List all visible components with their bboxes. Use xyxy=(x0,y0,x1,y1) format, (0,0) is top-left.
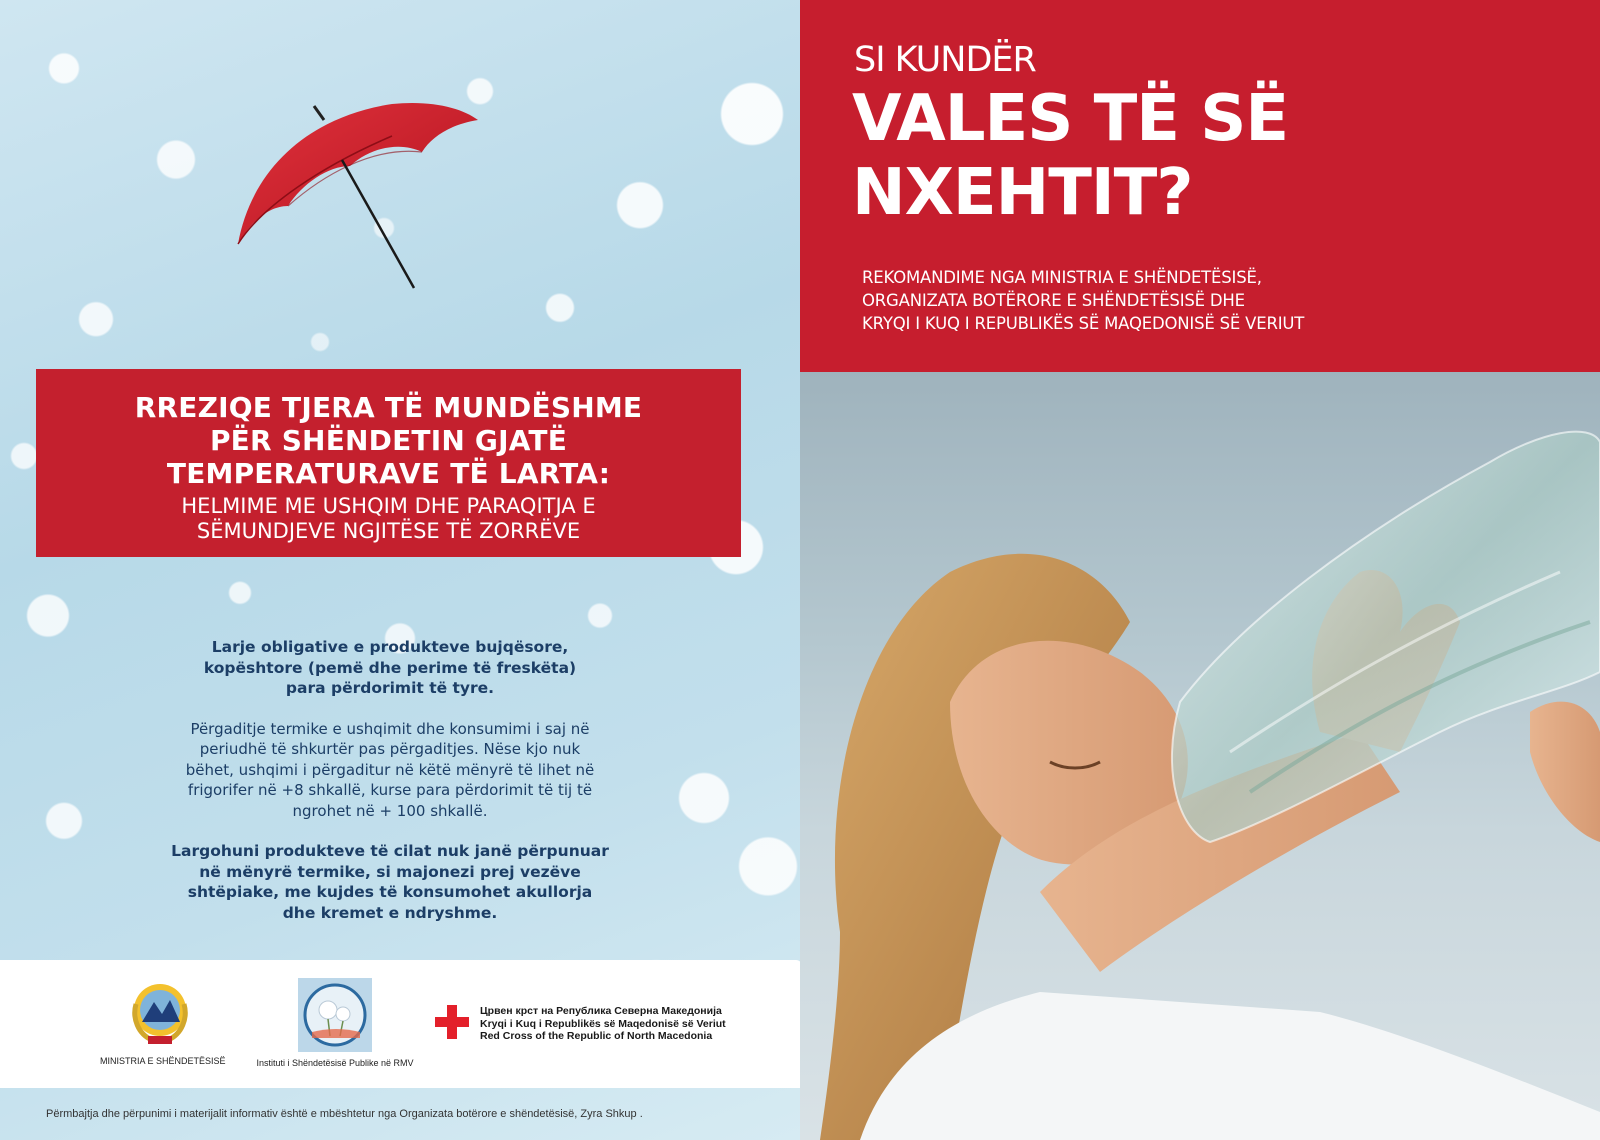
advice-line: shtëpiake, me kujdes të konsumohet akullorja xyxy=(187,883,593,901)
advice-line: Larje obligative e produkteve bujqësore, xyxy=(211,638,569,656)
institute-logo xyxy=(250,978,420,1068)
advice-line: dhe kremet e ndryshme. xyxy=(282,903,498,922)
advice-text xyxy=(150,637,630,923)
info-banner xyxy=(36,369,741,557)
redcross-name-line: Црвен крст на Република Северна Македонија xyxy=(480,1005,722,1017)
headline-line: VALES TË SË xyxy=(852,82,1289,156)
headline-line: NXEHTIT? xyxy=(852,156,1193,230)
cover-kicker: SI KUNDËR xyxy=(854,40,1036,80)
advice-paragraph-2 xyxy=(150,719,630,822)
photo-illustration xyxy=(800,372,1600,1140)
subtitle-line: ORGANIZATA BOTËRORE E SHËNDETËSISË DHE xyxy=(862,291,1245,310)
advice-paragraph-3 xyxy=(150,841,630,923)
subtitle-line: REKOMANDIME NGA MINISTRIA E SHËNDETËSISË, xyxy=(862,268,1262,287)
ministry-coat-of-arms-icon xyxy=(122,974,198,1050)
ministry-caption: MINISTRIA E SHËNDETËSISË xyxy=(100,1056,226,1066)
redcross-name xyxy=(480,1005,726,1043)
banner-title-line: PËR SHËNDETIN GJATË xyxy=(209,424,568,457)
child-drinking-water-photo xyxy=(800,372,1600,1140)
banner-title-line: RREZIQE TJERA TË MUNDËSHME xyxy=(134,391,643,424)
banner-subtitle-line: SËMUNDJEVE NGJITËSE TË ZORRËVE xyxy=(196,519,581,543)
logos-strip xyxy=(0,960,802,1088)
advice-line: Përgaditje termike e ushqimit dhe konsumimi i saj në xyxy=(190,719,590,738)
advice-line: në mënyrë termike, si majonezi prej vezëve xyxy=(199,862,581,881)
banner-title-line: TEMPERATURAVE TË LARTA: xyxy=(166,457,611,490)
advice-line: para përdorimit të tyre. xyxy=(285,679,495,697)
banner-subtitle-line: HELMIME ME USHQIM DHE PARAQITJA E xyxy=(181,494,596,518)
redcross-name-line: Red Cross of the Republic of North Macedonia xyxy=(480,1030,713,1042)
institute-caption: Instituti i Shëndetësisë Publike në RMV xyxy=(256,1058,414,1068)
advice-line: ngrohet në + 100 shkallë. xyxy=(292,801,488,820)
redcross-name-line: Kryqi i Kuq i Republikës së Maqedonisë së Veriut xyxy=(480,1017,726,1030)
cover-subtitle xyxy=(862,266,1304,335)
advice-line: frigorifer në +8 shkallë, kurse para përdorimit të tij të xyxy=(187,781,593,799)
advice-line: periudhë të shkurtër pas përgaditjes. Nëse kjo nuk xyxy=(199,740,581,758)
footer-note: Përmbajtja dhe përpunimi i materijalit informativ është e mbështetur nga Organizata botërore e shëndetësisë, Zyra Shkup . xyxy=(46,1108,643,1120)
cover-header xyxy=(800,0,1600,372)
red-cross-icon xyxy=(435,1005,469,1039)
cover-headline xyxy=(852,82,1288,230)
ministry-logo xyxy=(100,974,226,1066)
advice-line: kopështore (pemë dhe perime të freskëta) xyxy=(203,658,577,677)
advice-line: bëhet, ushqimi i përgaditur në këtë mënyrë të lihet në xyxy=(185,760,595,779)
advice-line: Largohuni produkteve të cilat nuk janë përpunuar xyxy=(171,842,609,860)
advice-paragraph-1 xyxy=(150,637,630,699)
subtitle-line: KRYQI I KUQ I REPUBLIKËS SË MAQEDONISË SË VERIUT xyxy=(862,314,1305,333)
umbrella-illustration xyxy=(232,96,492,296)
institute-dandelion-icon xyxy=(298,978,372,1052)
